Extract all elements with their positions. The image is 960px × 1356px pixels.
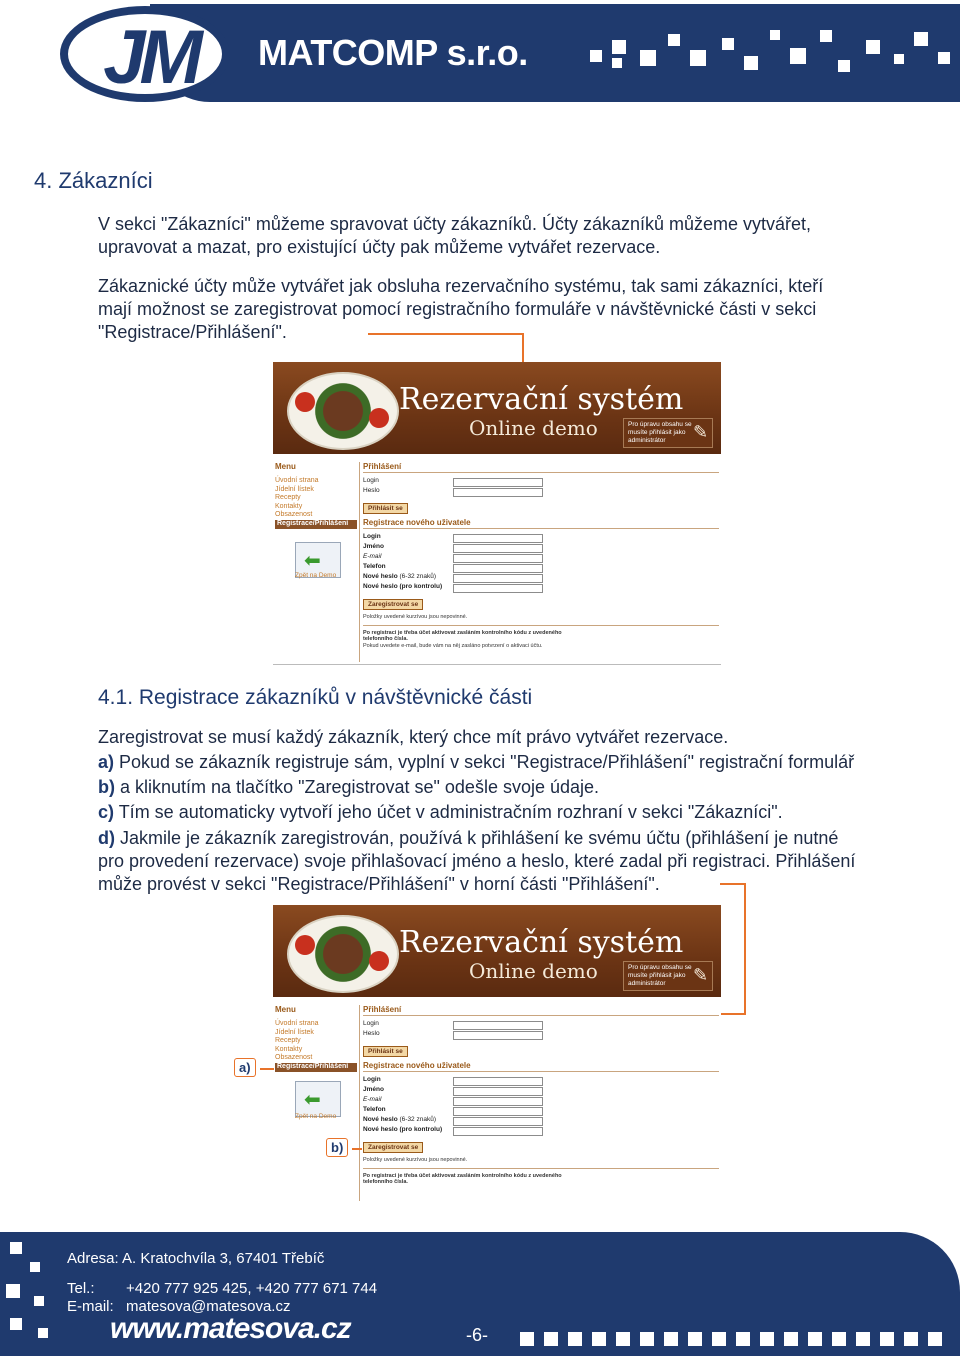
password-input[interactable] xyxy=(453,1031,543,1040)
page-number: -6- xyxy=(466,1325,488,1345)
reg-phone-input[interactable] xyxy=(453,564,543,573)
menu-item-active[interactable]: Registrace/Přihlášení xyxy=(275,520,357,529)
login-header: Přihlášení xyxy=(363,462,719,473)
paragraph-line: Zákaznické účty může vytvářet jak obsluha rezervačního systému, tak sami zákazníci, kteří xyxy=(98,276,824,296)
marker-a: a) xyxy=(234,1058,256,1077)
paragraph-line: mají možnost se zaregistrovat pomocí registračního formuláře v návštěvnické části v sekci xyxy=(98,299,817,319)
pencil-icon: ✎ xyxy=(693,422,709,442)
step-a xyxy=(98,751,854,774)
paragraph-line: "Registrace/Přihlášení". xyxy=(98,322,287,342)
back-arrow-icon: ⬅ xyxy=(304,1089,321,1111)
reg-phone-input[interactable] xyxy=(453,1107,543,1116)
site-menu xyxy=(275,1005,357,1072)
site-subtitle: Online demo xyxy=(469,416,598,440)
login-input[interactable] xyxy=(453,1021,543,1030)
reg-name-input[interactable] xyxy=(453,1087,543,1096)
login-header: Přihlášení xyxy=(363,1005,719,1016)
reg-pass2-label: Nové heslo xyxy=(363,1126,398,1133)
paragraph-line: pro provedení rezervace) svoje přihlašovací jméno a heslo, které zadal při registraci. Přihlášení xyxy=(98,851,856,871)
reg-name-input[interactable] xyxy=(453,544,543,553)
menu-item[interactable]: Recepty xyxy=(275,494,301,502)
step-text: Pokud se zákazník registruje sám, vyplní v sekci "Registrace/Přihlášení" registrační formulář xyxy=(114,752,855,772)
admin-note: Pro úpravu obsahu se musíte přihlásit jako administrátor xyxy=(623,418,713,448)
required-note: Položky uvedené kurzívou jsou nepovinné. xyxy=(363,614,468,620)
hint: (6-32 znaků) xyxy=(399,573,436,580)
login-button[interactable]: Přihlásit se xyxy=(363,503,408,514)
site-title: Rezervační systém xyxy=(399,925,684,960)
menu-title: Menu xyxy=(275,1005,296,1014)
login-button[interactable]: Přihlásit se xyxy=(363,1046,408,1057)
step-text: Jakmile je zákazník zaregistrován, používá k přihlášení ke svému účtu (přihlášení je nutné xyxy=(115,828,839,848)
footer-tel: +420 777 925 425, +420 777 671 744 xyxy=(126,1280,378,1297)
login-label: Login xyxy=(363,1020,379,1027)
step-text: Tím se automaticky vytvoří jeho účet v administračním rozhraní v sekci "Zákazníci". xyxy=(114,802,783,822)
subsection-title: 4.1. Registrace zákazníků v návštěvnické části xyxy=(98,686,533,709)
paragraph-line: Zaregistrovat se musí každý zákazník, který chce mít právo vytvářet rezervace. xyxy=(98,727,729,747)
register-button[interactable]: Zaregistrovat se xyxy=(363,599,423,610)
footer-website[interactable]: www.matesova.cz xyxy=(110,1312,351,1345)
required-note: Položky uvedené kurzívou jsou nepovinné. xyxy=(363,1157,468,1163)
menu-item[interactable]: Obsazenost xyxy=(275,511,313,519)
paragraph-line: může provést v sekci "Registrace/Přihlášení" v horní části "Přihlášení". xyxy=(98,874,660,894)
menu-title: Menu xyxy=(275,462,296,471)
reg-login-label: Login xyxy=(363,533,381,540)
info-bold: Po registraci je třeba účet aktivovat zasláním kontrolního kódu z uvedeného telefonního čísla. xyxy=(363,1172,562,1185)
reg-pass2-label: Nové heslo xyxy=(363,583,398,590)
back-label[interactable]: Zpět na Demo xyxy=(295,1113,337,1120)
marker-b: b) xyxy=(326,1138,348,1157)
login-input[interactable] xyxy=(453,478,543,487)
reg-pass2-input[interactable] xyxy=(453,1127,543,1136)
reg-email-label: E-mail xyxy=(363,553,382,560)
step-b xyxy=(98,776,599,799)
reg-email-input[interactable] xyxy=(453,1097,543,1106)
step-c xyxy=(98,801,783,824)
pencil-icon: ✎ xyxy=(693,965,709,985)
reg-phone-label: Telefon xyxy=(363,1106,386,1113)
section-title: 4. Zákazníci xyxy=(34,168,153,193)
hint: (6-32 znaků) xyxy=(399,1116,436,1123)
reg-pass2-input[interactable] xyxy=(453,584,543,593)
menu-item[interactable]: Úvodní strana xyxy=(275,477,319,484)
logo-monogram: JM xyxy=(103,15,197,100)
site-subtitle: Online demo xyxy=(469,959,598,983)
screenshot-registration xyxy=(273,362,721,666)
footer-address: Adresa: A. Kratochvíla 3, 67401 Třebíč xyxy=(67,1250,325,1267)
reg-pass-input[interactable] xyxy=(453,574,543,583)
step-text: a kliknutím na tlačítko "Zaregistrovat se" odešle svoje údaje. xyxy=(115,777,600,797)
callout-line xyxy=(720,883,746,885)
site-menu xyxy=(275,462,357,529)
step-d xyxy=(98,827,838,850)
reg-pass-input[interactable] xyxy=(453,1117,543,1126)
footer-tel-label: Tel.: xyxy=(67,1280,95,1297)
callout-line xyxy=(744,883,746,1015)
callout-line xyxy=(368,333,524,335)
hint: (pro kontrolu) xyxy=(399,583,443,590)
back-arrow-icon: ⬅ xyxy=(304,550,321,572)
company-name: MATCOMP s.r.o. xyxy=(258,32,528,73)
step-label: c) xyxy=(98,802,115,822)
footer-email[interactable]: matesova@matesova.cz xyxy=(126,1298,291,1315)
password-label: Heslo xyxy=(363,1030,380,1037)
hint: (pro kontrolu) xyxy=(399,1126,443,1133)
register-button[interactable]: Zaregistrovat se xyxy=(363,1142,423,1153)
reg-pass-label: Nové heslo xyxy=(363,1116,398,1123)
paragraph-line: V sekci "Zákazníci" můžeme spravovat účty zákazníků. Účty zákazníků můžeme vytvářet, xyxy=(98,214,812,234)
menu-item[interactable]: Kontakty xyxy=(275,1045,303,1053)
reg-email-label: E-mail xyxy=(363,1096,382,1103)
register-header: Registrace nového uživatele xyxy=(363,518,719,529)
reg-name-label: Jméno xyxy=(363,543,384,550)
page-header xyxy=(0,0,960,110)
menu-item[interactable]: Úvodní strana xyxy=(275,1020,319,1027)
admin-note: Pro úpravu obsahu se musíte přihlásit jako administrátor xyxy=(623,961,713,991)
menu-item[interactable]: Obsazenost xyxy=(275,1054,313,1062)
register-header: Registrace nového uživatele xyxy=(363,1061,719,1072)
info-bold: Po registraci je třeba účet aktivovat zasláním kontrolního kódu z uvedeného telefonního čísla. xyxy=(363,629,562,642)
menu-item[interactable]: Jídelní lístek xyxy=(275,485,314,493)
info-normal: Pokud uvedete e-mail, bude vám na něj zasláno potvrzení o aktivaci účtu. xyxy=(363,642,543,649)
back-label[interactable]: Zpět na Demo xyxy=(295,572,337,579)
step-label: b) xyxy=(98,777,115,797)
login-register-form xyxy=(363,462,719,649)
reg-pass-label: Nové heslo xyxy=(363,573,398,580)
reg-name-label: Jméno xyxy=(363,1086,384,1093)
step-label: a) xyxy=(98,752,115,772)
menu-item[interactable]: Jídelní lístek xyxy=(275,1028,314,1036)
site-title: Rezervační systém xyxy=(399,382,684,417)
password-input[interactable] xyxy=(453,488,543,497)
screenshot-login xyxy=(273,905,721,1203)
footer-email-label: E-mail: xyxy=(67,1298,114,1315)
login-register-form xyxy=(363,1005,719,1186)
reg-phone-label: Telefon xyxy=(363,563,386,570)
password-label: Heslo xyxy=(363,487,380,494)
reg-login-input[interactable] xyxy=(453,534,543,543)
login-label: Login xyxy=(363,477,379,484)
reg-login-input[interactable] xyxy=(453,1077,543,1086)
paragraph-line: upravovat a mazat, pro existující účty pak můžeme vytvářet rezervace. xyxy=(98,237,661,257)
reg-email-input[interactable] xyxy=(453,554,543,563)
reg-login-label: Login xyxy=(363,1076,381,1083)
back-button[interactable] xyxy=(295,1081,341,1117)
menu-item-active[interactable]: Registrace/Přihlášení xyxy=(275,1063,357,1072)
menu-item[interactable]: Recepty xyxy=(275,1037,301,1045)
menu-item[interactable]: Kontakty xyxy=(275,502,303,510)
step-label: d) xyxy=(98,828,115,848)
